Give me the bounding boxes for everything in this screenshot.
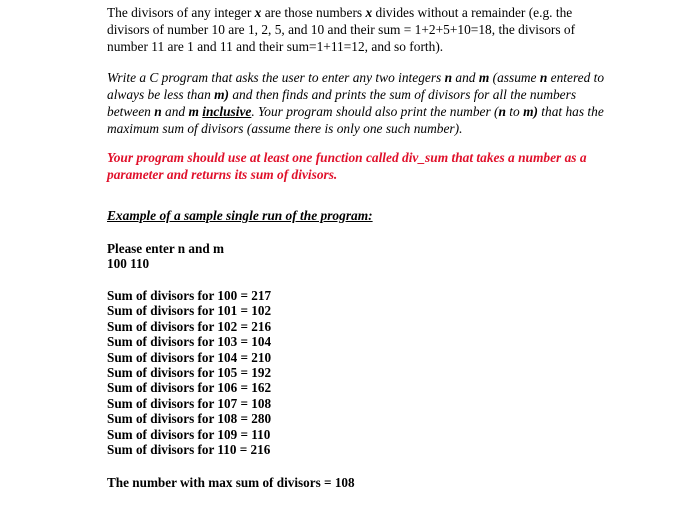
intro-paragraph (107, 4, 607, 55)
variable-m: m (478, 70, 490, 85)
sum-line: Sum of divisors for 102 = 216 (107, 318, 272, 334)
sum-line: Sum of divisors for 101 = 102 (107, 303, 272, 319)
sum-line: Sum of divisors for 109 = 110 (107, 426, 271, 442)
sum-line: Sum of divisors for 106 = 162 (107, 380, 272, 396)
prompt-line: Please enter n and m (107, 241, 224, 256)
sample-prompt-block (107, 241, 224, 272)
variable-n: n (539, 70, 548, 85)
sum-line: Sum of divisors for 105 = 192 (107, 364, 272, 380)
task-text: . Your program should also print the number ( (251, 104, 499, 119)
sum-line: Sum of divisors for 104 = 210 (107, 349, 272, 365)
intro-text: divides without a remainder (e.g. the divisors of number 10 are 1, 2, 5, and 10 and their sum = 1+2+5+10=18, the divisors of number 11 are 1 and 11 and their sum=1+11=12, and so forth). (107, 5, 576, 54)
requirement-paragraph: Your program should use at least one function called div_sum that takes a number as a parameter and returns its sum of divisors. (107, 150, 587, 182)
intro-text: are those numbers (261, 5, 366, 20)
variable-n: n (444, 70, 453, 85)
task-text: entered to always be less than (107, 70, 605, 102)
variable-n: n (498, 104, 506, 119)
variable-m: m) (523, 104, 538, 119)
task-text: and (161, 104, 189, 119)
intro-text: The divisors of any integer (107, 5, 255, 20)
variable-x: x (254, 5, 262, 20)
result-line: The number with max sum of divisors = 108 (107, 475, 355, 490)
inclusive-emphasis: inclusive (202, 104, 252, 119)
example-heading: Example of a sample single run of the program: (107, 208, 373, 223)
task-text: to (505, 104, 524, 119)
task-text: and then finds and prints the sum of divisors for all the numbers between (107, 87, 577, 119)
task-text: (assume (489, 70, 540, 85)
sum-line: Sum of divisors for 110 = 216 (107, 441, 271, 457)
task-text: that has the maximum sum of divisors (assume there is only one such number). (107, 104, 604, 136)
document-page (107, 4, 607, 490)
sample-sums-block (107, 288, 271, 457)
sum-line: Sum of divisors for 103 = 104 (107, 334, 272, 350)
task-text: Write a C program that asks the user to enter any two integers (107, 70, 445, 85)
task-paragraph (107, 69, 607, 137)
variable-n: n (154, 104, 162, 119)
sum-line: Sum of divisors for 108 = 280 (107, 411, 272, 427)
sum-line: Sum of divisors for 100 = 217 (107, 288, 272, 303)
task-text: and (452, 70, 479, 85)
variable-x: x (365, 5, 373, 20)
variable-m: m (188, 104, 199, 119)
input-line: 100 110 (107, 256, 150, 272)
sum-line: Sum of divisors for 107 = 108 (107, 395, 272, 411)
variable-m: m) (214, 87, 229, 102)
